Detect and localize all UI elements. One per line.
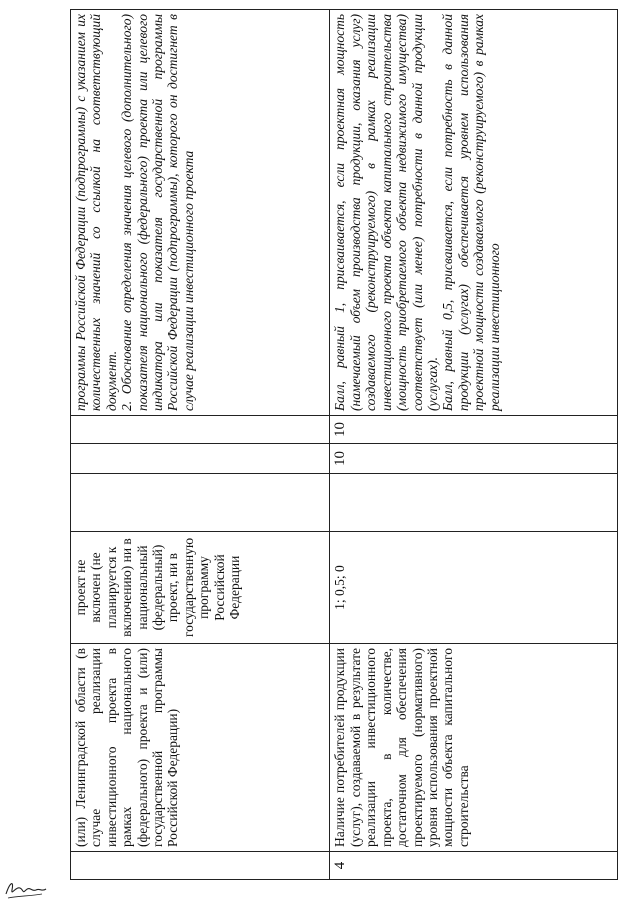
criterion-cell [330, 644, 618, 852]
row-number: 4 [332, 861, 349, 870]
note-cell [71, 10, 330, 416]
empty-cell [330, 474, 618, 532]
note-paragraph: Балл, равный 1, присваивается, если проектная мощность (намечаемый объем производства продукции, оказания услуг) создаваемого (реконструируемого) в рамках реализации инвестиционного проекта объекта капитального строительства (мощность приобретаемого объекта недвижимого имущества) соответствует (или менее) потребности в данной продукции (услугах). [332, 14, 440, 411]
note-cell [330, 10, 618, 416]
empty-cell [71, 474, 330, 532]
criterion-text: Наличие потребителей продукции (услуг), создаваемой в результате реализации инвестиционного проекта, в количестве, достаточном для обеспечения проектируемого (нормативного) уровня использования проектной мощности объекта капитального строительства [332, 648, 471, 847]
table-row [71, 10, 330, 880]
signature-image [2, 872, 50, 902]
max-score-cell [71, 416, 330, 444]
criteria-table [70, 9, 618, 880]
criterion-text: (или) Ленинградской области (в случае реализации инвестиционного проекта в рамках национального (федерального) проекта и (или) государственной программы Российской Федерации) [73, 648, 181, 847]
score-values-cell [71, 532, 330, 644]
row-number-cell [330, 852, 618, 880]
rotated-document-page [70, 10, 618, 880]
score-values-text: проект не включен (не планируется к включению) ни в национальный (федеральный) проект, ни в государственную программу Российской Федерации [73, 537, 243, 638]
note-paragraph: Балл, равный 0,5, присваивается, если потребность в данной продукции (услугах) обеспечивается уровнем использования проектной мощности создаваемого (реконструируемого) в рамках реализации инвестиционного [440, 14, 502, 411]
note-paragraph: программы Российской Федерации (подпрограммы) с указанием их количественных значений со ссылкой на соответствующий документ. [73, 14, 119, 411]
score-values-text: 1; 0,5; 0 [332, 565, 348, 610]
criterion-cell [71, 644, 330, 852]
score-values-cell [330, 532, 618, 644]
weight-cell [330, 444, 618, 474]
max-score-value: 10 [332, 422, 349, 437]
note-paragraph: 2. Обоснование определения значения целевого (дополнительного) показателя национального (федерального) проекта или целевого индикатора или показателя государственной программы Российской Федерации (подпрограммы), которого он достигнет в случае реализации инвестиционного проекта [119, 14, 196, 411]
weight-cell [71, 444, 330, 474]
table-row [330, 10, 618, 880]
weight-value: 10 [332, 451, 349, 466]
row-number-cell [71, 852, 330, 880]
max-score-cell [330, 416, 618, 444]
